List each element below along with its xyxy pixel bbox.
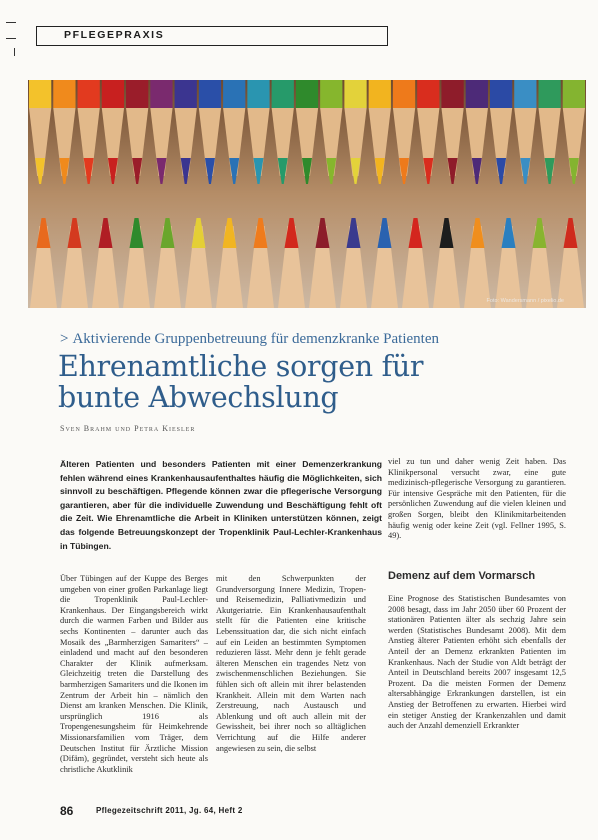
- body-column-2: mit den Schwerpunkten der Grundversorgung Innere Medizin, Tropen- und Reisemedizin, Palliativmedizin und Akutgeriatrie. Ein Krankenhausaufenthalt stellt für die Patienten eine kritische Lebenssituation dar, die sich nicht einfach auf ein Leiden an bestimmten Symptomen reduzieren lässt. Mehr denn je fehlt gerade älteren Menschen ein tragendes Netz von zwischenmenschlichen Beziehungen. Sie fühlen sich oft allein mit ihrer belastenden Krankheit. Allein mit dem Warten nach Zerstreuung, nach Austausch und Ablenkung und oft auch allein mit der Gewissheit, bei ihrer noch so alltäglichen Verrichtung auf die Hilfe anderer angewiesen zu sein, die selbst: [216, 574, 366, 753]
- body-column-1: Über Tübingen auf der Kuppe des Berges umgeben von einer großen Parkanlage liegt die Tropenklinik Paul-Lechler-Krankenhaus. Der Eingangsbereich wirkt durch die warmen Farben und Bilder aus sechs Kontinenten – darunter auch das Mosaik des „Barmherzigen Samariters“ – einladend und macht auf den besonderen Charakter der Klinik aufmerksam. Gleichzeitig treten die Darstellung des barmherzigen Samariters und die Ikonen im Zentrum der Arbeit hin – nämlich den Dienst am kranken Menschen. Die Klinik, ursprünglich 1916 als Tropengenesungsheim für Heimkehrende Missionarsfamilien vom Träger, dem Deutschen Institut für Ärztliche Mission (Difäm), gegründet, versteht sich heute als christliche Akutklinik: [60, 574, 208, 774]
- section-label: PFLEGEPRAXIS: [64, 29, 165, 41]
- lead-paragraph: Älteren Patienten und besonders Patienten mit einer Demenzerkrankung fehlen während eines Krankenhausaufenthaltes häufig die Möglichkeiten, sich sinnvoll zu beschäftigen. Pflegende können zwar die pflegerische Versorgung garantieren, aber für die individuelle Zuwendung und Beschäftigung fehlt oft die Zeit. Wie Ehrenamtliche die Arbeit in Kliniken unterstützen können, zeigt das folgende Betreuungskonzept der Tropenklinik Paul-Lechler-Krankenhaus in Tübingen.: [60, 459, 382, 551]
- article-title: [58, 351, 478, 413]
- crop-mark: [6, 38, 16, 39]
- article-photo: [28, 80, 586, 308]
- subheading-demenz: Demenz auf dem Vormarsch: [388, 570, 536, 582]
- article-kicker: [60, 331, 439, 348]
- crop-mark: [6, 22, 16, 23]
- kicker-arrow-icon: >: [60, 331, 69, 347]
- kicker-text: Aktivierende Gruppenbetreuung für demenzkranke Patienten: [72, 331, 439, 347]
- article-authors: Sven Brahm und Petra Kiesler: [60, 424, 196, 433]
- page-number: 86: [60, 804, 74, 818]
- body-column-3-bottom: Eine Prognose des Statistischen Bundesamtes von 2008 besagt, dass im Jahr 2050 über 60 Prozent der stationären Patienten älter als sechzig Jahre sein werden (Statistisches Bundesamt 2008). Mit dem Anstieg älterer Patienten erhöht sich ebenfalls der Anteil der an Demenz erkrankten Patienten im Krankenhaus. Nach der Studie von Aldt beträgt der Anteil in Deutschland bereits 2007 insgesamt 12,5 Prozent. Da die meisten Formen der Demenz altersabhängige Erkrankungen darstellen, ist ein Anstieg der Betroffenen zu erwarten. Hierbei wird ein stetiger Anstieg der Krankenzahlen und damit auch der Anzahl demenziell Erkrankter: [388, 594, 566, 731]
- body-column-3-top: viel zu tun und daher wenig Zeit haben. Das Klinikpersonal versucht zwar, eine gute medizinisch-pflegerische Versorgung zu garantieren. Für intensive Gespräche mit den Patienten, für die persönlichen Zuwendung auf die vielen kleinen und großen Sorgen, bleibt den Klinikmitarbeitenden häufig wenig oder keine Zeit (vgl. Fellner 1995, S. 49).: [388, 457, 566, 541]
- journal-reference: Pflegezeitschrift 2011, Jg. 64, Heft 2: [96, 806, 243, 815]
- title-line-1: Ehrenamtliche sorgen für: [58, 350, 424, 383]
- crop-mark: [14, 48, 15, 56]
- colored-pencils-illustration: [28, 80, 586, 308]
- title-line-2: bunte Abwechslung: [58, 381, 339, 414]
- photo-credit: Foto: Wandersmann / pixelio.de: [486, 298, 564, 304]
